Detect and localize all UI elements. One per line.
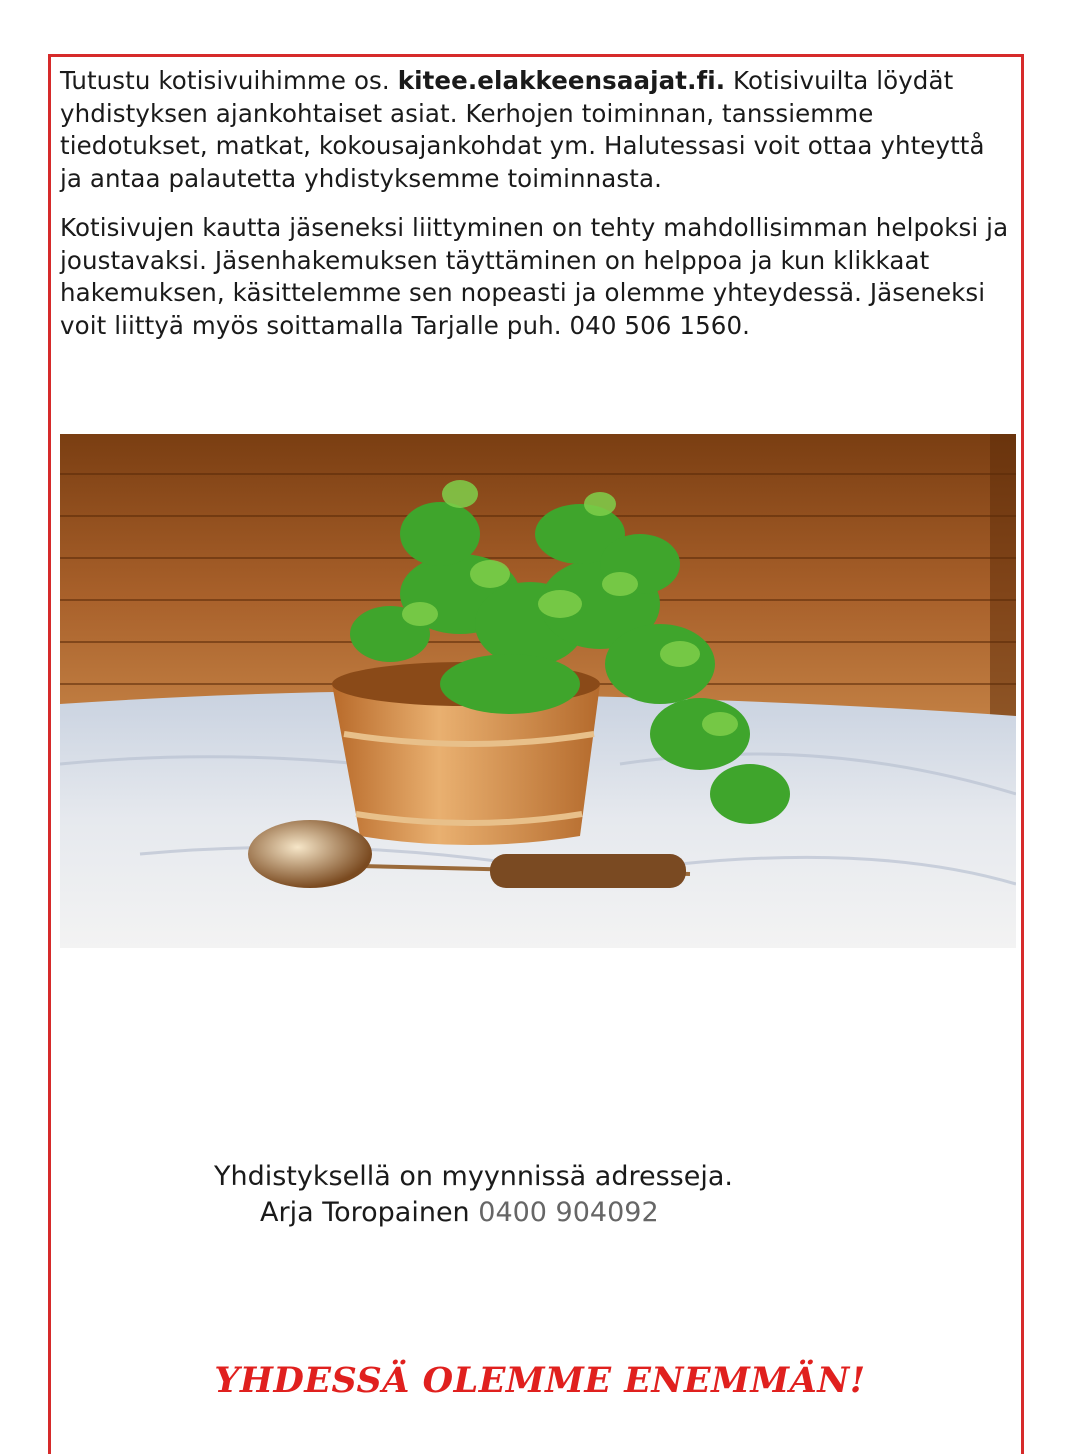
intro-rest: Kotisivuilta löydät yhdistyksen ajankohtaiset asiat. Kerhojen toiminnan, tanssiemme tiedotukset, matkat, kokousajankohdat ym. Halutessasi voit ottaa yhteyttå ja antaa palautetta yhdistyksemme toiminnasta.	[60, 66, 985, 193]
sale-notice: Yhdistyksellä on myynnissä adresseja.	[214, 1161, 733, 1192]
intro-paragraph	[60, 65, 1010, 195]
sale-contact	[260, 1196, 659, 1230]
slogan: YHDESSÄ OLEMME ENEMMÄN!	[214, 1360, 866, 1401]
contact-phone: 0400 904092	[478, 1197, 659, 1228]
membership-paragraph: Kotisivujen kautta jäseneksi liittyminen on tehty mahdollisimman helpoksi ja joustavaksi. Jäsenhakemuksen täyttäminen on helppoa ja kun klikkaat hakemuksen, käsittelemme sen nopeasti ja olemme yhteydessä. Jäseneksi voit liittyä myös soittamalla Tarjalle puh. 040 506 1560.	[60, 213, 1009, 340]
intro-lead: Tutustu kotisivuihimme os.	[60, 66, 398, 95]
website-link[interactable]: kitee.elakkeensaajat.fi.	[397, 66, 726, 95]
contact-name: Arja Toropainen	[260, 1197, 479, 1228]
sauna-photo	[60, 434, 1016, 948]
